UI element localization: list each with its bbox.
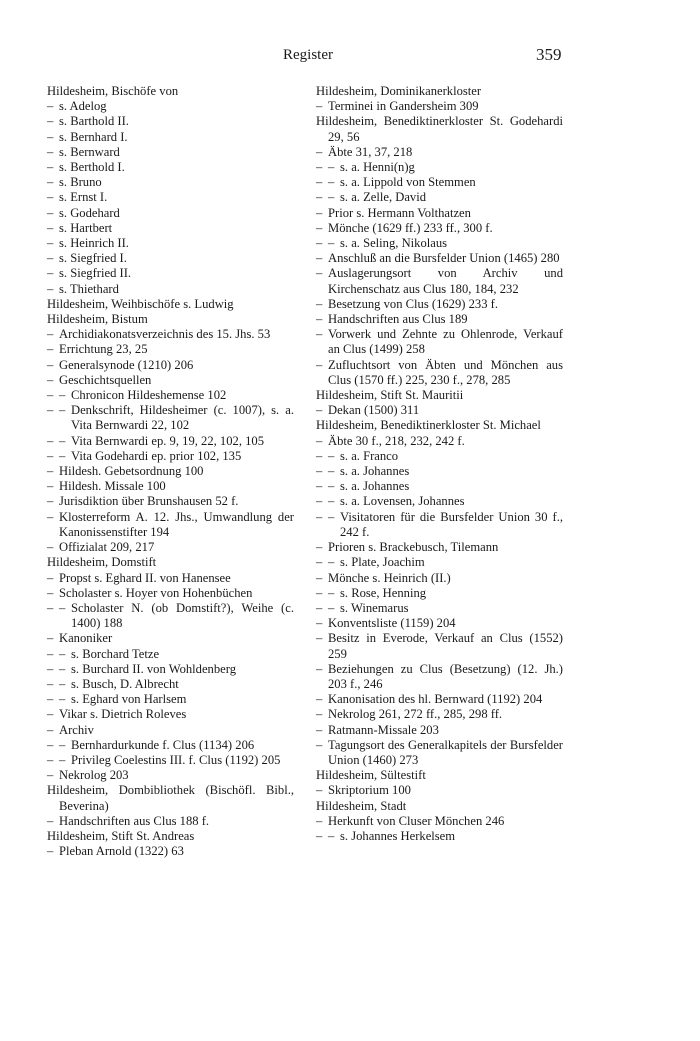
index-subentry <box>316 145 563 160</box>
entry-text: s. Busch, D. Albrecht <box>71 676 179 691</box>
index-subentry <box>47 692 294 707</box>
index-subentry <box>316 540 563 555</box>
index-subentry <box>47 99 294 114</box>
subentry-dash: – <box>316 464 323 479</box>
entry-text: Mönche s. Heinrich (II.) <box>328 570 451 585</box>
index-heading <box>47 297 294 312</box>
index-subentry <box>47 282 294 297</box>
subentry-dash: – <box>316 327 323 342</box>
index-subentry <box>316 738 563 768</box>
entry-text: s. Berthold I. <box>59 160 125 175</box>
subentry-dash: – <box>59 388 66 403</box>
entry-text: Visitatoren für die Bursfelder Union 30 f., 242 f. <box>340 509 563 539</box>
entry-text: s. Winemarus <box>340 600 409 615</box>
subentry-dash: – <box>316 190 323 205</box>
subentry-dash: – <box>47 160 54 175</box>
index-subentry <box>316 251 563 266</box>
index-subentry <box>316 601 563 616</box>
index-subentry <box>47 160 294 175</box>
subentry-dash: – <box>47 99 54 114</box>
index-subentry <box>47 403 294 433</box>
subentry-dash: – <box>328 585 335 600</box>
index-subentry <box>47 327 294 342</box>
index-subentry <box>47 266 294 281</box>
index-subentry <box>47 175 294 190</box>
index-subentry <box>47 631 294 646</box>
entry-text: Vita Godehardi ep. prior 102, 135 <box>71 448 242 463</box>
subentry-dash: – <box>316 509 323 524</box>
entry-text: Hildesheim, Benediktinerkloster St. Godehardi 29, 56 <box>316 114 563 144</box>
subentry-dash: – <box>316 616 323 631</box>
index-subentry <box>316 266 563 296</box>
entry-text: Handschriften aus Clus 188 f. <box>59 813 210 828</box>
subentry-dash: – <box>47 464 54 479</box>
entry-text: Geschichtsquellen <box>59 372 152 387</box>
entry-text: Äbte 30 f., 218, 232, 242 f. <box>328 433 465 448</box>
subentry-dash: – <box>47 342 54 357</box>
subentry-dash: – <box>47 722 54 737</box>
entry-text: Handschriften aus Clus 189 <box>328 312 468 327</box>
index-subentry <box>47 601 294 631</box>
entry-text: Beziehungen zu Clus (Besetzung) (12. Jh.) 203 f., 246 <box>328 661 563 691</box>
subentry-dash: – <box>47 236 54 251</box>
subentry-dash: – <box>47 494 54 509</box>
subentry-dash: – <box>316 813 323 828</box>
entry-text: Archiv <box>59 722 94 737</box>
index-subentry <box>316 190 563 205</box>
entry-text: Äbte 31, 37, 218 <box>328 144 413 159</box>
entry-text: Archidiakonatsverzeichnis des 15. Jhs. 53 <box>59 327 271 342</box>
subentry-dash: – <box>47 570 54 585</box>
subentry-dash: – <box>316 448 323 463</box>
entry-text: Dekan (1500) 311 <box>328 403 420 418</box>
index-subentry <box>316 312 563 327</box>
entry-text: s. Rose, Henning <box>340 585 427 600</box>
index-subentry <box>47 449 294 464</box>
index-subentry <box>316 692 563 707</box>
index-subentry <box>47 738 294 753</box>
subentry-dash: – <box>316 661 323 676</box>
subentry-dash: – <box>316 494 323 509</box>
index-subentry <box>47 844 294 859</box>
subentry-dash: – <box>316 783 323 798</box>
entry-text: Nekrolog 203 <box>59 768 129 783</box>
subentry-dash: – <box>47 357 54 372</box>
subentry-dash: – <box>47 144 54 159</box>
entry-text: s. Thiethard <box>59 281 119 296</box>
index-subentry <box>316 510 563 540</box>
subentry-dash: – <box>316 631 323 646</box>
index-subentry <box>47 236 294 251</box>
index-subentry <box>316 99 563 114</box>
subentry-dash: – <box>47 646 54 661</box>
entry-text: Hildesheim, Dominikanerkloster <box>316 84 482 98</box>
entry-text: Klosterreform A. 12. Jhs., Umwandlung der Kanonissenstifter 194 <box>59 509 294 539</box>
index-heading <box>316 799 563 814</box>
index-subentry <box>316 449 563 464</box>
index-subentry <box>47 814 294 829</box>
entry-text: s. a. Johannes <box>340 464 410 479</box>
subentry-dash: – <box>316 175 323 190</box>
entry-text: Generalsynode (1210) 206 <box>59 357 194 372</box>
entry-text: Anschluß an die Bursfelder Union (1465) 280 <box>328 251 560 266</box>
entry-text: s. Siegfried II. <box>59 266 132 281</box>
index-subentry <box>47 464 294 479</box>
subentry-dash: – <box>47 768 54 783</box>
subentry-dash: – <box>316 160 323 175</box>
index-subentry <box>316 464 563 479</box>
index-subentry <box>47 434 294 449</box>
subentry-dash: – <box>316 403 323 418</box>
subentry-dash: – <box>47 737 54 752</box>
index-heading <box>47 312 294 327</box>
index-subentry <box>316 494 563 509</box>
index-column-left <box>47 84 294 859</box>
subentry-dash: – <box>316 236 323 251</box>
index-subentry <box>316 586 563 601</box>
entry-text: Hildesh. Missale 100 <box>59 479 166 494</box>
running-head: Register <box>283 47 333 63</box>
subentry-dash: – <box>316 600 323 615</box>
entry-text: s. a. Lovensen, Johannes <box>340 494 465 509</box>
subentry-dash: – <box>328 509 335 524</box>
index-subentry <box>316 327 563 357</box>
index-subentry <box>47 677 294 692</box>
index-subentry <box>316 206 563 221</box>
entry-text: Prior s. Hermann Volthatzen <box>328 205 471 220</box>
subentry-dash: – <box>328 828 335 843</box>
entry-text: s. Burchard II. von Wohldenberg <box>71 661 237 676</box>
entry-text: Terminei in Gandersheim 309 <box>328 99 479 114</box>
subentry-dash: – <box>316 737 323 752</box>
index-column-right <box>316 84 563 844</box>
entry-text: s. Godehard <box>59 205 120 220</box>
entry-text: Besetzung von Clus (1629) 233 f. <box>328 296 498 311</box>
index-heading <box>316 114 563 144</box>
index-subentry <box>47 768 294 783</box>
subentry-dash: – <box>316 540 323 555</box>
entry-text: Jurisdiktion über Brunshausen 52 f. <box>59 494 239 509</box>
entry-text: Besitz in Everode, Verkauf an Clus (1552) 259 <box>328 631 563 661</box>
entry-text: Chronicon Hildeshemense 102 <box>71 388 227 403</box>
index-subentry <box>47 753 294 768</box>
subentry-dash: – <box>47 631 54 646</box>
entry-text: Hildesheim, Dombibliothek (Bischöfl. Bibl., Beverina) <box>47 783 294 813</box>
index-subentry <box>47 190 294 205</box>
index-subentry <box>47 221 294 236</box>
index-subentry <box>316 236 563 251</box>
subentry-dash: – <box>316 479 323 494</box>
entry-text: Propst s. Eghard II. von Hanensee <box>59 570 231 585</box>
index-subentry <box>316 783 563 798</box>
index-subentry <box>47 130 294 145</box>
index-heading <box>316 768 563 783</box>
entry-text: Hildesheim, Stadt <box>316 798 407 813</box>
entry-text: Scholaster N. (ob Domstift?), Weihe (c. 1400) 188 <box>71 600 294 631</box>
entry-text: s. Siegfried I. <box>59 251 127 266</box>
entry-text: Offizialat 209, 217 <box>59 540 155 555</box>
subentry-dash: – <box>316 555 323 570</box>
subentry-dash: – <box>328 494 335 509</box>
subentry-dash: – <box>328 160 335 175</box>
index-subentry <box>316 723 563 738</box>
entry-text: Tagungsort des Generalkapitels der Bursfelder Union (1460) 273 <box>328 737 563 767</box>
subentry-dash: – <box>59 448 66 463</box>
subentry-dash: – <box>47 220 54 235</box>
subentry-dash: – <box>328 555 335 570</box>
subentry-dash: – <box>47 114 54 129</box>
subentry-dash: – <box>47 266 54 281</box>
index-subentry <box>47 707 294 722</box>
entry-text: Prioren s. Brackebusch, Tilemann <box>328 540 499 555</box>
index-subentry <box>47 114 294 129</box>
index-subentry <box>47 373 294 388</box>
subentry-dash: – <box>47 327 54 342</box>
entry-text: Vorwerk und Zehnte zu Ohlenrode, Verkauf an Clus (1499) 258 <box>328 327 563 357</box>
subentry-dash: – <box>316 220 323 235</box>
subentry-dash: – <box>47 600 54 615</box>
index-heading <box>316 84 563 99</box>
index-heading <box>47 555 294 570</box>
subentry-dash: – <box>316 433 323 448</box>
subentry-dash: – <box>59 403 66 418</box>
entry-text: s. Bruno <box>59 175 102 190</box>
subentry-dash: – <box>59 676 66 691</box>
index-subentry <box>316 631 563 661</box>
index-heading <box>47 829 294 844</box>
entry-text: Pleban Arnold (1322) 63 <box>59 844 184 859</box>
subentry-dash: – <box>47 676 54 691</box>
subentry-dash: – <box>328 236 335 251</box>
entry-text: s. Bernhard I. <box>59 129 128 144</box>
subentry-dash: – <box>47 251 54 266</box>
entry-text: s. Ernst I. <box>59 190 108 205</box>
subentry-dash: – <box>59 600 66 615</box>
entry-text: s. Bernward <box>59 144 120 159</box>
index-subentry <box>47 206 294 221</box>
entry-text: Hildesheim, Benediktinerkloster St. Michael <box>316 418 541 433</box>
index-subentry <box>47 540 294 555</box>
subentry-dash: – <box>316 692 323 707</box>
index-subentry <box>47 647 294 662</box>
subentry-dash: – <box>47 692 54 707</box>
page-number: 359 <box>536 45 562 64</box>
subentry-dash: – <box>47 813 54 828</box>
index-subentry <box>316 403 563 418</box>
index-heading <box>316 418 563 433</box>
entry-text: s. a. Henni(n)g <box>340 160 415 175</box>
entry-text: s. Borchard Tetze <box>71 646 160 661</box>
subentry-dash: – <box>316 312 323 327</box>
index-subentry <box>316 662 563 692</box>
index-subentry <box>316 814 563 829</box>
entry-text: Auslagerungsort von Archiv und Kirchenschatz aus Clus 180, 184, 232 <box>328 266 563 296</box>
index-heading <box>47 84 294 99</box>
subentry-dash: – <box>47 205 54 220</box>
entry-text: Hildesh. Gebetsordnung 100 <box>59 464 204 479</box>
entry-text: Scholaster s. Hoyer von Hohenbüchen <box>59 585 253 600</box>
index-subentry <box>316 479 563 494</box>
entry-text: s. Eghard von Harlsem <box>71 692 187 707</box>
entry-text: Vita Bernwardi ep. 9, 19, 22, 102, 105 <box>71 433 265 448</box>
subentry-dash: – <box>47 585 54 600</box>
entry-text: Hildesheim, Stift St. Mauritii <box>316 388 464 403</box>
subentry-dash: – <box>316 585 323 600</box>
entry-text: Kanoniker <box>59 631 113 646</box>
entry-text: s. a. Lippold von Stemmen <box>340 175 476 190</box>
entry-text: Kanonisation des hl. Bernward (1192) 204 <box>328 692 543 707</box>
index-heading <box>316 388 563 403</box>
index-subentry <box>47 251 294 266</box>
entry-text: s. a. Franco <box>340 448 399 463</box>
index-subentry <box>47 662 294 677</box>
entry-text: Herkunft von Cluser Mönchen 246 <box>328 813 505 828</box>
subentry-dash: – <box>47 403 54 418</box>
subentry-dash: – <box>47 752 54 767</box>
index-subentry <box>47 510 294 540</box>
index-subentry <box>316 160 563 175</box>
subentry-dash: – <box>328 600 335 615</box>
subentry-dash: – <box>59 692 66 707</box>
subentry-dash: – <box>59 433 66 448</box>
entry-text: s. Plate, Joachim <box>340 555 425 570</box>
entry-text: Denkschrift, Hildesheimer (c. 1007), s. a. Vita Bernwardi 22, 102 <box>71 403 294 433</box>
subentry-dash: – <box>316 144 323 159</box>
subentry-dash: – <box>47 129 54 144</box>
index-subentry <box>316 571 563 586</box>
entry-text: s. Heinrich II. <box>59 236 129 251</box>
subentry-dash: – <box>47 707 54 722</box>
subentry-dash: – <box>328 479 335 494</box>
index-subentry <box>47 358 294 373</box>
subentry-dash: – <box>47 281 54 296</box>
subentry-dash: – <box>47 190 54 205</box>
entry-text: Errichtung 23, 25 <box>59 342 148 357</box>
entry-text: Vikar s. Dietrich Roleves <box>59 707 187 722</box>
entry-text: Mönche (1629 ff.) 233 ff., 300 f. <box>328 220 493 235</box>
index-subentry <box>47 145 294 160</box>
index-subentry <box>316 829 563 844</box>
entry-text: Hildesheim, Bischöfe von <box>47 84 179 98</box>
subentry-dash: – <box>59 752 66 767</box>
entry-text: s. Hartbert <box>59 220 113 235</box>
entry-text: Privileg Coelestins III. f. Clus (1192) 205 <box>71 752 281 767</box>
index-subentry <box>47 479 294 494</box>
subentry-dash: – <box>47 844 54 859</box>
entry-text: Ratmann-Missale 203 <box>328 722 439 737</box>
subentry-dash: – <box>316 357 323 372</box>
index-subentry <box>316 555 563 570</box>
index-subentry <box>316 221 563 236</box>
index-subentry <box>316 175 563 190</box>
subentry-dash: – <box>328 448 335 463</box>
entry-text: s. a. Zelle, David <box>340 190 427 205</box>
index-subentry <box>316 707 563 722</box>
entry-text: Hildesheim, Bistum <box>47 312 148 327</box>
subentry-dash: – <box>316 266 323 281</box>
subentry-dash: – <box>316 707 323 722</box>
entry-text: Hildesheim, Stift St. Andreas <box>47 828 195 843</box>
subentry-dash: – <box>47 661 54 676</box>
entry-text: Hildesheim, Sültestift <box>316 768 426 783</box>
entry-text: Bernhardurkunde f. Clus (1134) 206 <box>71 737 255 752</box>
subentry-dash: – <box>59 737 66 752</box>
subentry-dash: – <box>47 175 54 190</box>
entry-text: Konventsliste (1159) 204 <box>328 616 456 631</box>
subentry-dash: – <box>328 190 335 205</box>
subentry-dash: – <box>316 828 323 843</box>
subentry-dash: – <box>47 433 54 448</box>
entry-text: s. Johannes Herkelsem <box>340 828 456 843</box>
index-subentry <box>47 723 294 738</box>
subentry-dash: – <box>328 464 335 479</box>
entry-text: s. a. Johannes <box>340 479 410 494</box>
subentry-dash: – <box>59 661 66 676</box>
subentry-dash: – <box>59 646 66 661</box>
index-subentry <box>47 571 294 586</box>
subentry-dash: – <box>47 540 54 555</box>
subentry-dash: – <box>316 296 323 311</box>
subentry-dash: – <box>328 175 335 190</box>
index-subentry <box>47 388 294 403</box>
index-heading <box>47 783 294 813</box>
entry-text: Skriptorium 100 <box>328 783 411 798</box>
index-subentry <box>47 586 294 601</box>
subentry-dash: – <box>316 251 323 266</box>
subentry-dash: – <box>47 372 54 387</box>
entry-text: s. Barthold II. <box>59 114 129 129</box>
index-subentry <box>47 494 294 509</box>
subentry-dash: – <box>316 99 323 114</box>
subentry-dash: – <box>47 509 54 524</box>
subentry-dash: – <box>316 570 323 585</box>
subentry-dash: – <box>316 205 323 220</box>
entry-text: Hildesheim, Domstift <box>47 555 157 570</box>
entry-text: Zufluchtsort von Äbten und Mönchen aus Clus (1570 ff.) 225, 230 f., 278, 285 <box>328 357 563 387</box>
index-subentry <box>316 297 563 312</box>
subentry-dash: – <box>47 388 54 403</box>
index-subentry <box>316 616 563 631</box>
index-subentry <box>47 342 294 357</box>
subentry-dash: – <box>316 722 323 737</box>
index-subentry <box>316 358 563 388</box>
subentry-dash: – <box>47 448 54 463</box>
entry-text: Nekrolog 261, 272 ff., 285, 298 ff. <box>328 707 503 722</box>
index-subentry <box>316 434 563 449</box>
entry-text: Hildesheim, Weihbischöfe s. Ludwig <box>47 296 234 311</box>
subentry-dash: – <box>47 479 54 494</box>
entry-text: s. Adelog <box>59 99 107 114</box>
entry-text: s. a. Seling, Nikolaus <box>340 236 448 251</box>
